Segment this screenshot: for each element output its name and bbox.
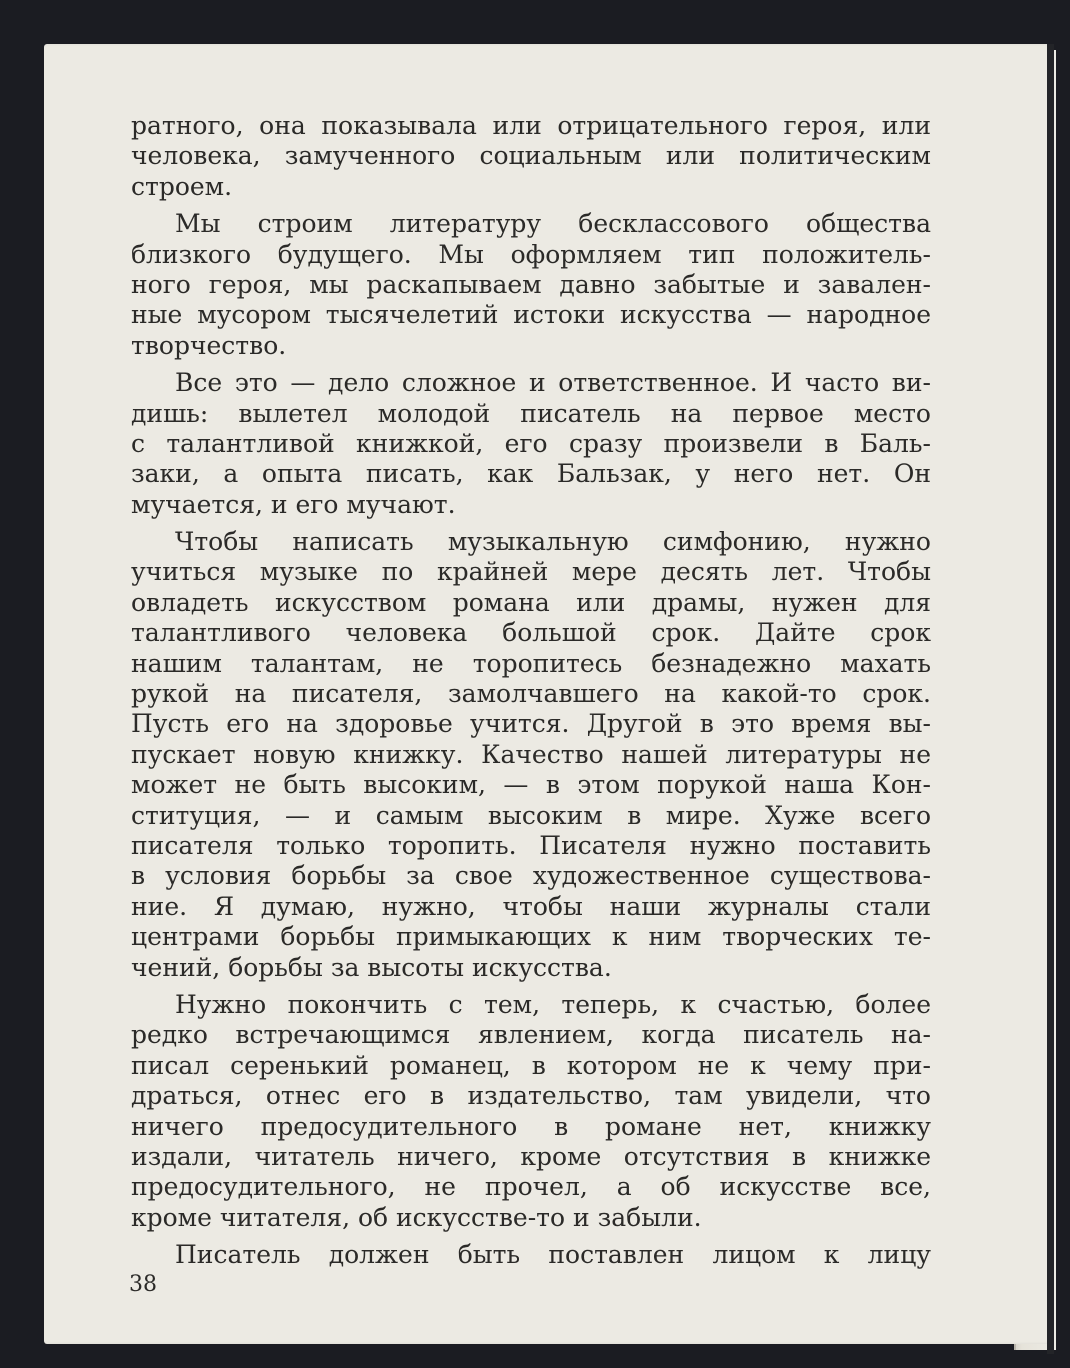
text-line: ничего предосудительного в романе нет, книжку [131, 1111, 931, 1141]
text-line: человека, замученного социальным или политическим [131, 141, 931, 171]
text-line: Пусть его на здоровье учится. Другой в это время вы- [131, 709, 931, 739]
paragraph-gap [131, 520, 931, 527]
text-line: писал серенький романец, в котором не к чему при- [131, 1050, 931, 1080]
text-line: творчество. [131, 330, 287, 360]
paragraph-gap [131, 361, 931, 368]
paragraph [131, 1240, 931, 1270]
paragraph-gap [131, 202, 931, 209]
text-line: Писатель должен быть поставлен лицом к лицу [175, 1240, 931, 1270]
page-number: 38 [129, 1272, 157, 1297]
text-line: дишь: вылетел молодой писатель на первое место [131, 398, 931, 428]
text-line: рукой на писателя, замолчавшего на какой-то срок. [131, 679, 931, 709]
paragraph [131, 111, 931, 202]
page-body-text [131, 111, 931, 1270]
text-line: ного героя, мы раскапываем давно забытые и завален- [131, 269, 931, 299]
paragraph [131, 209, 931, 361]
text-line: нашим талантам, не торопитесь безнадежно махать [131, 648, 931, 678]
text-line: писателя только торопить. Писателя нужно поставить [131, 830, 931, 860]
paragraph [131, 990, 931, 1233]
text-line: ституция, — и самым высоким в мире. Хуже всего [131, 800, 931, 830]
text-line: предосудительного, не прочел, а об искусстве все, [131, 1172, 931, 1202]
text-line: пускает новую книжку. Качество нашей литературы не [131, 739, 931, 769]
paragraph [131, 527, 931, 983]
text-line: центрами борьбы примыкающих к ним творческих те- [131, 922, 931, 952]
paragraph-gap [131, 1233, 931, 1240]
text-line: может не быть высоким, — в этом порукой наша Кон- [131, 770, 931, 800]
text-line: чений, борьбы за высоты искусства. [131, 952, 612, 982]
text-line: ние. Я думаю, нужно, чтобы наши журналы стали [131, 891, 931, 921]
text-line: ные мусором тысячелетий истоки искусства — народное [131, 300, 931, 330]
text-line: Чтобы написать музыкальную симфонию, нужно [175, 527, 931, 557]
text-line: Все это — дело сложное и ответственное. И часто ви- [175, 368, 931, 398]
text-line: издали, читатель ничего, кроме отсутствия в книжке [131, 1141, 931, 1171]
text-line: в условия борьбы за свое художественное существова- [131, 861, 931, 891]
gutter-shadow [1047, 44, 1054, 1354]
paragraph-gap [131, 983, 931, 990]
text-line: с талантливой книжкой, его сразу произвели в Баль- [131, 428, 931, 458]
text-line: талантливого человека большой срок. Дайте срок [131, 618, 931, 648]
text-line: строем. [131, 171, 233, 201]
text-line: учиться музыке по крайней мере десять лет. Чтобы [131, 557, 931, 587]
text-line: овладеть искусством романа или драмы, нужен для [131, 587, 931, 617]
paragraph [131, 368, 931, 520]
text-line: редко встречающимся явлением, когда писатель на- [131, 1020, 931, 1050]
text-line: мучается, и его мучают. [131, 489, 456, 519]
text-line: ратного, она показывала или отрицательного героя, или [131, 111, 931, 140]
text-line: Мы строим литературу бесклассового общества [175, 209, 931, 239]
text-line: близкого будущего. Мы оформляем тип положитель- [131, 239, 931, 269]
text-line: кроме читателя, об искусстве-то и забыли. [131, 1202, 702, 1232]
text-line: драться, отнес его в издательство, там увидели, что [131, 1081, 931, 1111]
text-line: заки, а опыта писать, как Бальзак, у него нет. Он [131, 459, 931, 489]
text-line: Нужно покончить с тем, теперь, к счастью, более [175, 989, 931, 1019]
